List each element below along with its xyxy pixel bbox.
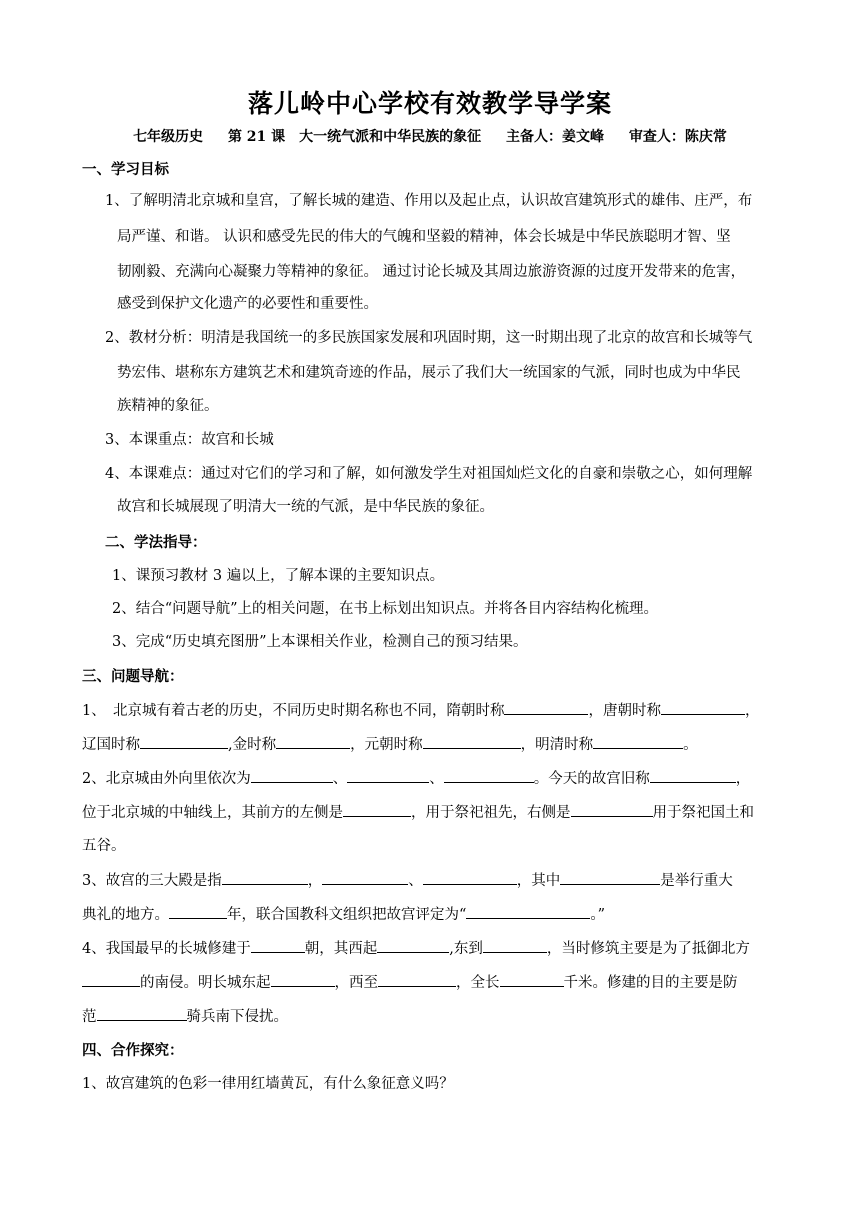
question-line: 辽国时称 ,金时称 ，元朝时称 ，明清时称 。	[82, 734, 698, 755]
answer-blank[interactable]	[650, 768, 736, 783]
answer-blank[interactable]	[347, 768, 429, 783]
answer-blank[interactable]	[222, 870, 308, 885]
question-line: 的南侵。明长城东起 ，西至 ，全长 千米。修建的目的主要是防	[82, 972, 738, 993]
objective-line: 故宫和长城展现了明清大一统的气派，是中华民族的象征。	[117, 499, 494, 515]
objective-line: 2、教材分析：明清是我国统一的多民族国家发展和巩固时期，这一时期出现了北京的故宫和长城等气	[105, 330, 753, 346]
answer-blank[interactable]	[140, 734, 228, 749]
lesson-author: 主备人：姜文峰	[506, 129, 605, 145]
method-line: 1、课预习教材 3 遍以上，了解本课的主要知识点。	[112, 568, 445, 584]
answer-blank[interactable]	[276, 734, 350, 749]
answer-blank[interactable]	[251, 768, 333, 783]
answer-blank[interactable]	[251, 938, 305, 953]
answer-blank[interactable]	[271, 972, 335, 987]
objective-line: 4、本课难点：通过对它们的学习和了解，如何激发学生对祖国灿烂文化的自豪和崇敬之心，如何理解	[105, 466, 753, 482]
objective-line: 势宏伟、堪称东方建筑艺术和建筑奇迹的作品，展示了我们大一统国家的气派，同时也成为中华民	[117, 365, 741, 381]
objective-line: 感受到保护文化遗产的必要性和重要性。	[117, 296, 378, 312]
grade-subject: 七年级历史	[133, 129, 204, 145]
answer-blank[interactable]	[343, 802, 411, 817]
question-line: 位于北京城的中轴线上，其前方的左侧是 ，用于祭祀祖先，右侧是 用于祭祀国土和	[82, 802, 754, 823]
method-line: 3、完成“历史填充图册”上本课相关作业，检测自己的预习结果。	[112, 634, 528, 650]
section-heading: 四、合作探究：	[82, 1042, 184, 1059]
answer-blank[interactable]	[571, 802, 653, 817]
answer-blank[interactable]	[82, 972, 140, 987]
question-line: 典礼的地方。 年，联合国教科文组织把故宫评定为“ 。”	[82, 904, 605, 925]
question-line: 4、我国最早的长城修建于 朝，其西起 ,东到 ，当时修筑主要是为了抵御北方	[82, 938, 750, 959]
objective-line: 族精神的象征。	[117, 398, 219, 414]
question-line: 2、北京城由外向里依次为 、 、 。今天的故宫旧称 ，	[82, 768, 750, 789]
answer-blank[interactable]	[504, 700, 588, 715]
section-heading: 三、问题导航：	[82, 668, 184, 685]
answer-blank[interactable]	[661, 700, 745, 715]
lesson-reviewer: 审查人：陈庆常	[628, 129, 727, 145]
answer-blank[interactable]	[169, 904, 227, 919]
question-line: 3、故宫的三大殿是指 ， 、 ，其中 是举行重大	[82, 870, 733, 891]
question-line: 1、故宫建筑的色彩一律用红墙黄瓦，有什么象征意义吗？	[82, 1076, 454, 1092]
page-title: 落儿岭中心学校有效教学导学案	[247, 89, 612, 118]
question-line: 1、 北京城有着古老的历史，不同历史时期名称也不同，隋朝时称 ，唐朝时称 ，	[82, 700, 759, 721]
lesson-info	[0, 126, 860, 146]
question-line: 五谷。	[82, 838, 126, 854]
answer-blank[interactable]	[444, 768, 534, 783]
section-heading: 二、学法指导：	[105, 534, 207, 551]
answer-blank[interactable]	[378, 972, 456, 987]
answer-blank[interactable]	[593, 734, 683, 749]
objective-line: 3、本课重点：故宫和长城	[105, 432, 274, 448]
answer-blank[interactable]	[500, 972, 564, 987]
answer-blank[interactable]	[560, 870, 660, 885]
answer-blank[interactable]	[423, 734, 521, 749]
objective-line: 1、了解明清北京城和皇宫，了解长城的建造、作用以及起止点，认识故宫建筑形式的雄伟、庄严，布	[105, 193, 753, 209]
lesson-title: 第 21 课 大一统气派和中华民族的象征	[227, 129, 482, 145]
answer-blank[interactable]	[377, 938, 449, 953]
method-line: 2、结合“问题导航”上的相关问题，在书上标划出知识点。并将各目内容结构化梳理。	[112, 601, 659, 617]
objective-line: 韧刚毅、充满向心凝聚力等精神的象征。 通过讨论长城及其周边旅游资源的过度开发带来的危害，	[117, 264, 746, 280]
question-line: 范 骑兵南下侵扰。	[82, 1006, 288, 1027]
answer-blank[interactable]	[322, 870, 408, 885]
section-heading: 一、学习目标	[82, 161, 169, 178]
answer-blank[interactable]	[466, 904, 590, 919]
answer-blank[interactable]	[423, 870, 517, 885]
answer-blank[interactable]	[97, 1006, 187, 1021]
objective-line: 局严谨、和谐。 认识和感受先民的伟大的气魄和坚毅的精神，体会长城是中华民族聪明才智、坚	[117, 229, 731, 245]
answer-blank[interactable]	[483, 938, 547, 953]
